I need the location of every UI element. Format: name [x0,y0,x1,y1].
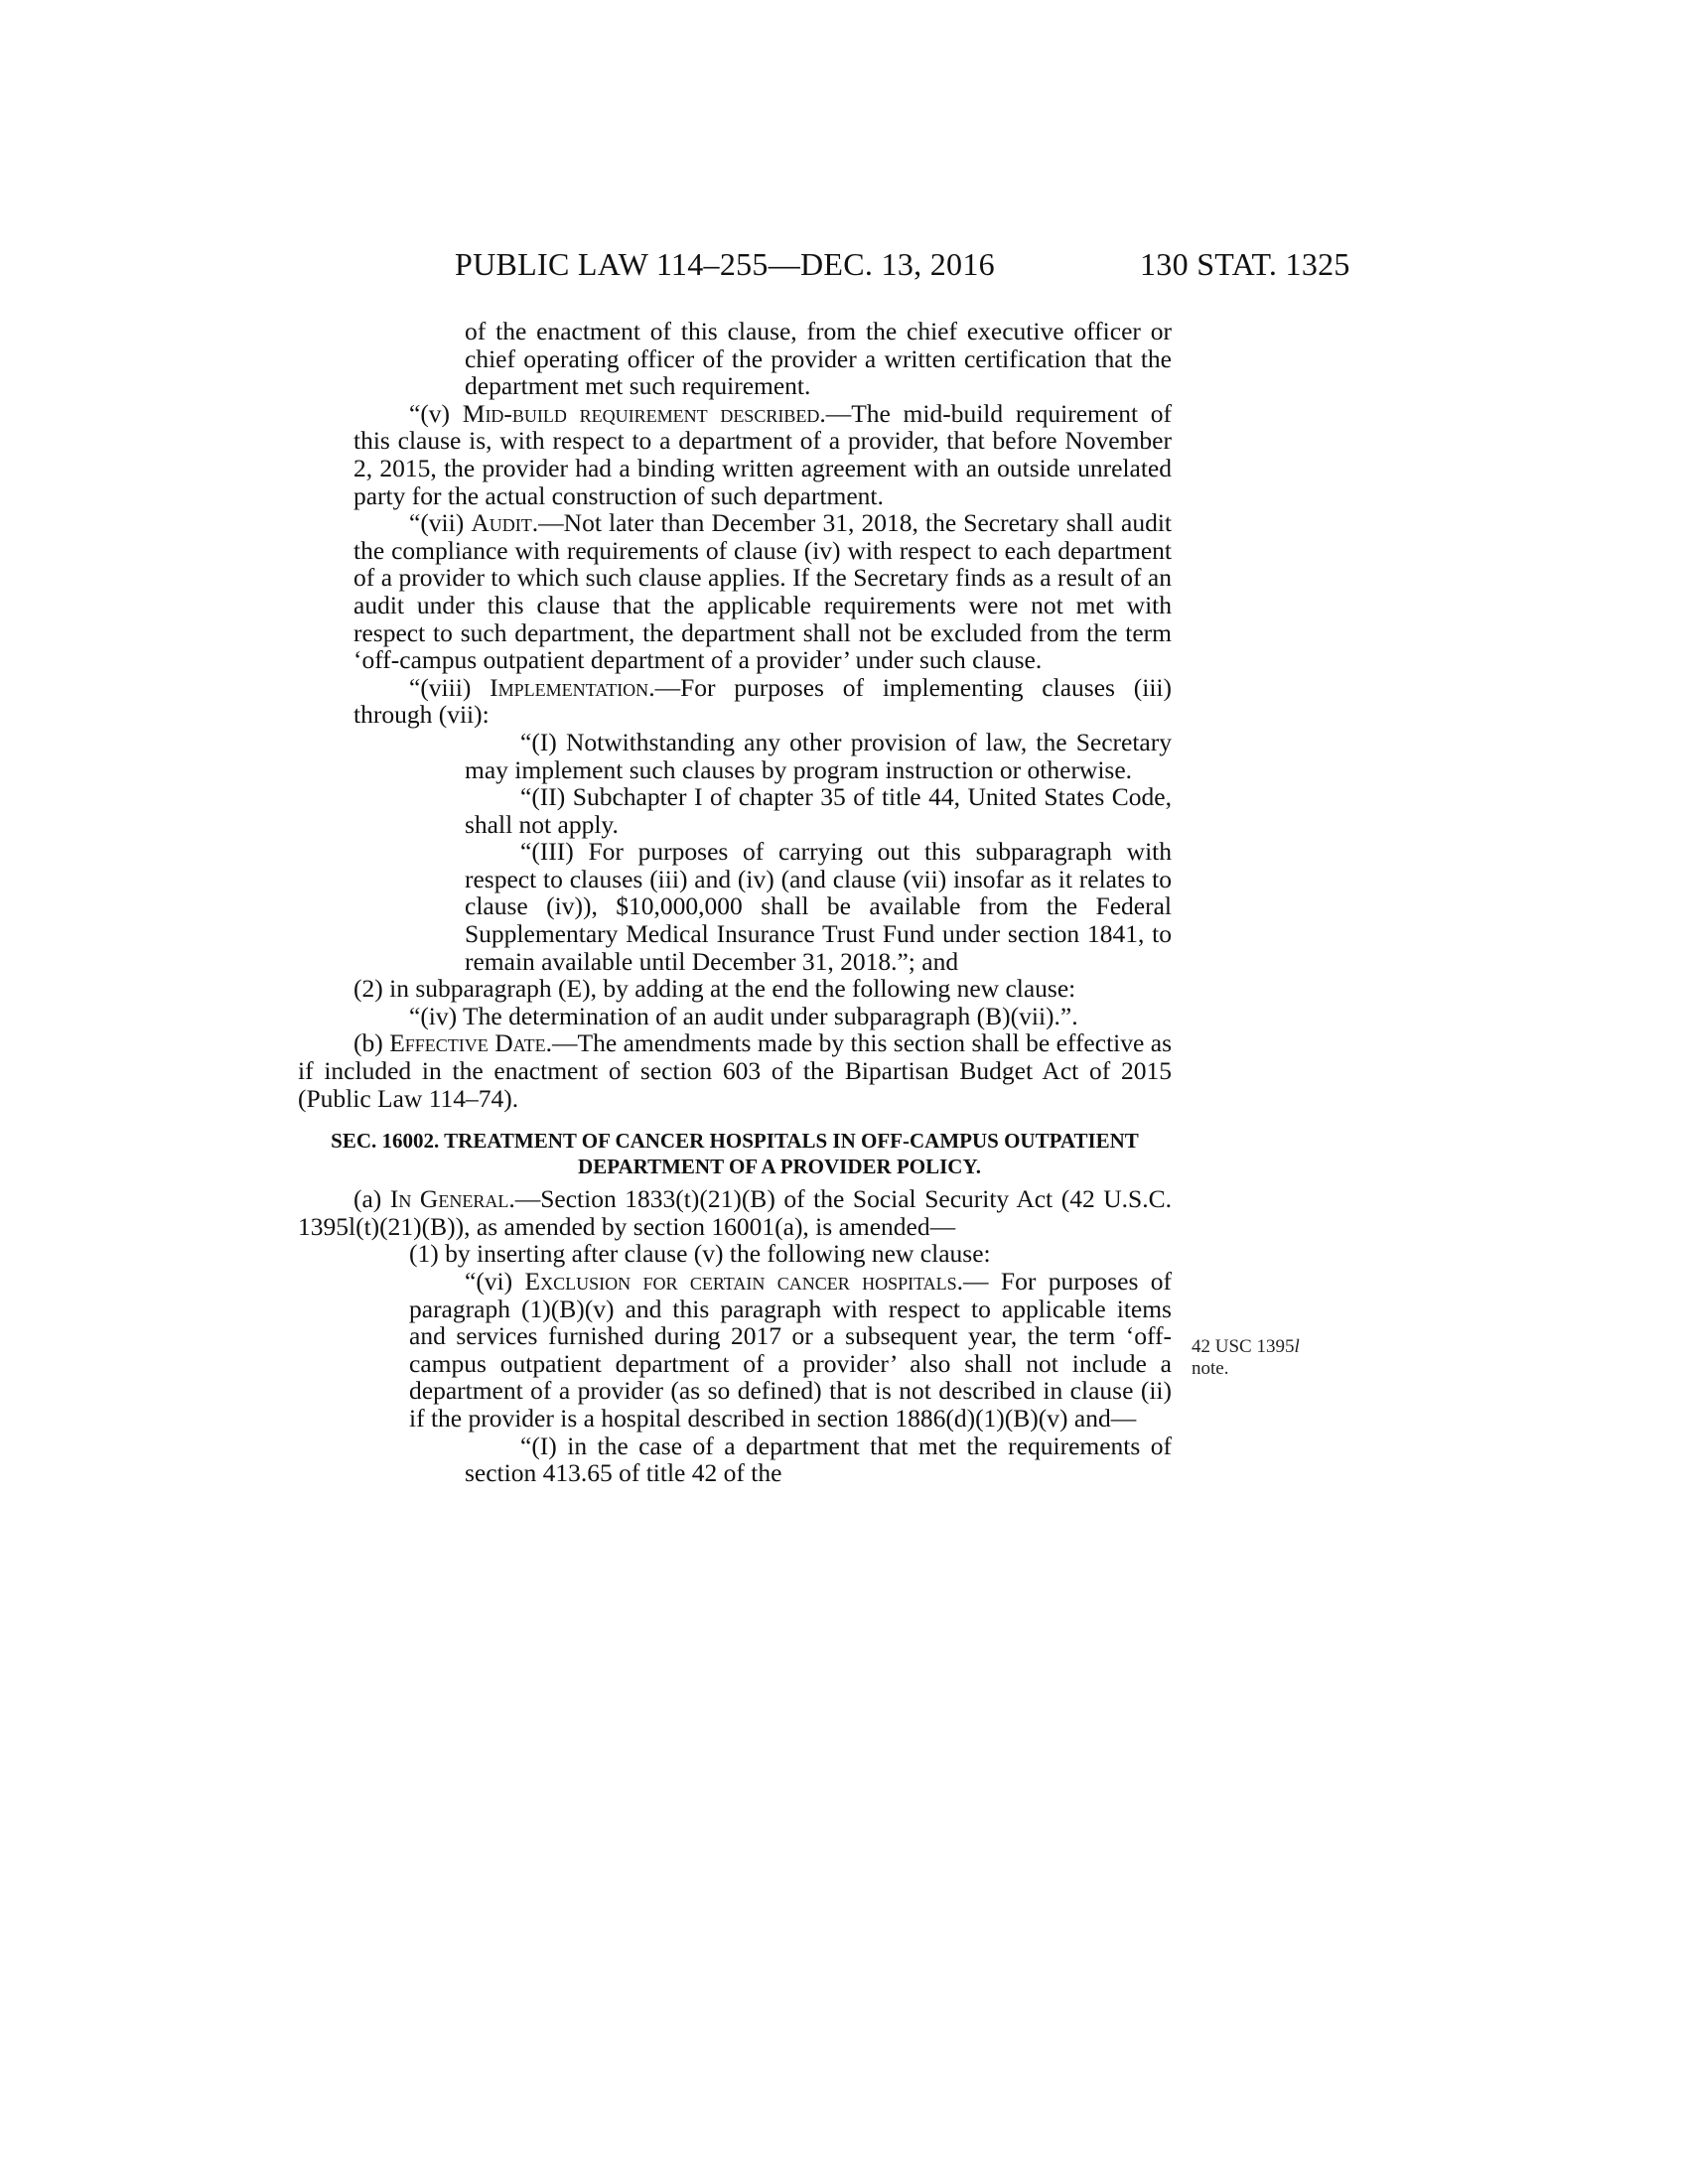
heading-in-general: In General [389,1184,509,1214]
heading-audit: Audit [471,508,532,538]
paragraph-subclause-ii: “(II) Subchapter I of chapter 35 of title 44, United States Code, shall not apply. [465,782,1172,839]
paragraph-exclusion-cancer-hospitals: “(vi) Exclusion for certain cancer hospitals.— For purposes of paragraph (1)(B)(v) and this paragraph with respect to applicable items and services furnished during 2017 or a subsequent year, the term ‘off-campus outpatient department of a provider’ also shall not include a department of a provider (as so defined) that is not described in clause (ii) if the provider is a hospital described in section 1886(d)(1)(B)(v) and— [409,1267,1172,1433]
paragraph-inserting-clause: (1) by inserting after clause (v) the following new clause: [409,1239,991,1269]
heading-exclusion: Exclusion for certain cancer hospitals [524,1267,957,1296]
body-text [298,318,1172,1487]
paragraph-subparagraph-e: (2) in subparagraph (E), by adding at the end the following new clause: [353,974,1076,1004]
paragraph-subclause-i: “(I) Notwithstanding any other provision of law, the Secretary may implement such clauses by program instruction or otherwise. [465,727,1172,784]
margin-citation-note [1192,1336,1300,1380]
margin-citation-note-label: note. [1192,1358,1229,1379]
paragraph-implementation: “(viii) Implementation.—For purposes of implementing clauses (iii) through (vii): [353,672,1173,730]
heading-mid-build: Mid-build requirement described [462,398,820,428]
running-header-page-number: 130 STAT. 1325 [1140,246,1350,282]
heading-implementation: Implementation [490,672,649,702]
paragraph-effective-date: (b) Effective Date.—The amendments made by this section shall be effective as if included in the enactment of section 603 of the Bipartisan Budget Act of 2015 (Public Law 114–74). [298,1028,1172,1113]
paragraph-audit: “(vii) Audit.—Not later than December 31, 2018, the Secretary shall audit the compliance with requirements of clause (iv) with respect to each department of a provider to which such clause applies. If the Secretary finds as a result of an audit under this clause that the applicable requirements were not met with respect to such department, the department shall not be excluded from the term ‘off-campus outpatient department of a provider’ under such clause. [353,508,1172,675]
paragraph-certification-continued: of the enactment of this clause, from the chief executive officer or chief operating officer of the provider a written certification that the department met such requirement. [465,317,1172,401]
paragraph-department-requirements: “(I) in the case of a department that met the requirements of section 413.65 of title 42 of the [465,1431,1172,1488]
heading-effective-date: Effective Date [389,1028,546,1058]
paragraph-subclause-iii: “(III) For purposes of carrying out this subparagraph with respect to clauses (iii) and (iv) (and clause (vii) insofar as it relates to clause (iv)), $10,000,000 shall be available from the Federal Supplementary Medical Insurance Trust Fund under section 1841, to remain available until December 31, 2018.”; and [465,837,1172,976]
margin-citation-line: 42 USC 1395l [1192,1336,1300,1357]
paragraph-mid-build-requirement: “(v) Mid-build requirement described.—The mid-build requirement of this clause is, with respect to a department of a provider, that before November 2, 2015, the provider had a binding written agreement with an outside unrelated party for the actual construction of such department. [353,398,1172,510]
section-heading: SEC. 16002. TREATMENT OF CANCER HOSPITALS IN OFF-CAMPUS OUTPATIENT DEPARTMENT OF A PROVIDER POLICY. [331,1129,1139,1179]
paragraph-new-clause-iv: “(iv) The determination of an audit under subparagraph (B)(vii).”. [409,1001,1078,1030]
running-header-title: PUBLIC LAW 114–255—DEC. 13, 2016 [455,246,995,282]
paragraph-in-general: (a) In General.—Section 1833(t)(21)(B) of the Social Security Act (42 U.S.C. 1395l(t)(21)(B)), as amended by section 16001(a), is amended— [298,1184,1172,1241]
